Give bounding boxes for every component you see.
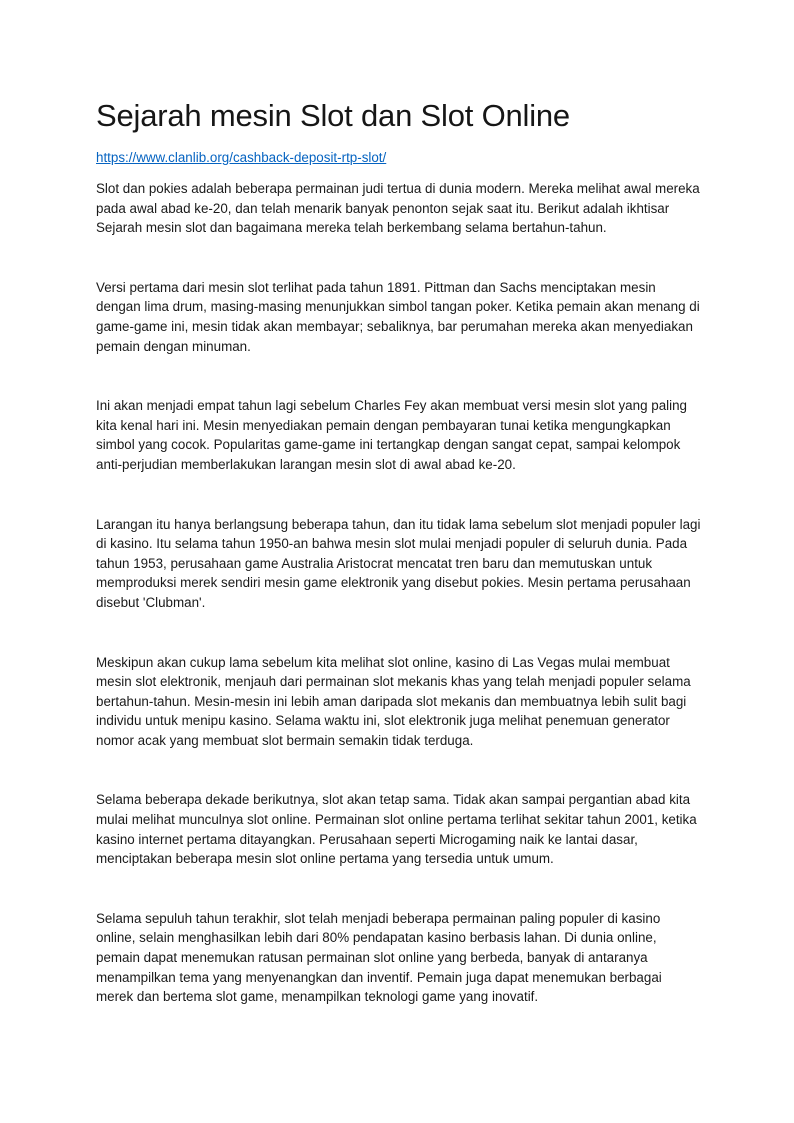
paragraph-intro: Slot dan pokies adalah beberapa permainan judi tertua di dunia modern. Mereka melihat awal mereka pada awal abad ke-20, dan telah menarik banyak penonton sejak saat itu. Berikut adalah ikhtisar Sejarah mesin slot dan bagaimana mereka telah berkembang selama bertahun-tahun. <box>96 181 700 236</box>
paragraph-las-vegas: Meskipun akan cukup lama sebelum kita melihat slot online, kasino di Las Vegas mulai membuat mesin slot elektronik, menjauh dari permainan slot mekanis khas yang telah menjadi populer selama bertahun-tahun. Mesin-mesin ini lebih aman daripada slot mekanis dan membuatnya lebih sulit bagi individu untuk menipu kasino. Selama waktu ini, slot elektronik juga melihat penemuan generator nomor acak yang membuat slot bermain semakin tidak terduga. <box>96 654 691 748</box>
paragraph-recent: Selama sepuluh tahun terakhir, slot telah menjadi beberapa permainan paling populer di kasino online, selain menghasilkan lebih dari 80% pendapatan kasino berbasis lahan. Di dunia online, pemain dapat menemukan ratusan permainan slot online yang berbeda, banyak di antaranya menampilkan tema yang menyenangkan dan inventif. Pemain juga dapat menemukan berbagai merek dan bertema slot game, menampilkan teknologi game yang inovatif. <box>96 910 662 1005</box>
document-page <box>96 96 702 1007</box>
paragraph-1891: Versi pertama dari mesin slot terlihat pada tahun 1891. Pittman dan Sachs menciptakan mesin dengan lima drum, masing-masing menunjukkan simbol tangan poker. Ketika pemain akan menang di game-game ini, mesin tidak akan membayar; sebaliknya, bar perumahan mereka akan menyediakan pemain dengan minuman. <box>96 279 700 354</box>
page-title: Sejarah mesin Slot dan Slot Online <box>96 98 570 133</box>
paragraph-larangan: Larangan itu hanya berlangsung beberapa tahun, dan itu tidak lama sebelum slot menjadi populer lagi di kasino. Itu selama tahun 1950-an bahwa mesin slot mulai menjadi populer di seluruh dunia. Pada tahun 1953, perusahaan game Australia Aristocrat mencatat tren baru dan memutuskan untuk memproduksi merek sendiri mesin game elektronik yang disebut pokies. Mesin pertama perusahaan disebut 'Clubman'. <box>96 516 701 610</box>
paragraph-charles-fey: Ini akan menjadi empat tahun lagi sebelum Charles Fey akan membuat versi mesin slot yang paling kita kenal hari ini. Mesin menyediakan pemain dengan pembayaran tunai ketika mengungkapkan simbol yang cocok. Popularitas game-game ini tertangkap dengan sangat cepat, sampai kelompok anti-perjudian memberlakukan larangan mesin slot di awal abad ke-20. <box>96 398 687 472</box>
source-link[interactable]: https://www.clanlib.org/cashback-deposit-rtp-slot/ <box>96 150 387 165</box>
paragraph-online-start: Selama beberapa dekade berikutnya, slot akan tetap sama. Tidak akan sampai pergantian abad kita mulai melihat munculnya slot online. Permainan slot online pertama terlihat sekitar tahun 2001, ketika kasino internet pertama ditayangkan. Perusahaan seperti Microgaming naik ke lantai dasar, menciptakan beberapa mesin slot online pertama yang tersedia untuk umum. <box>96 792 697 867</box>
